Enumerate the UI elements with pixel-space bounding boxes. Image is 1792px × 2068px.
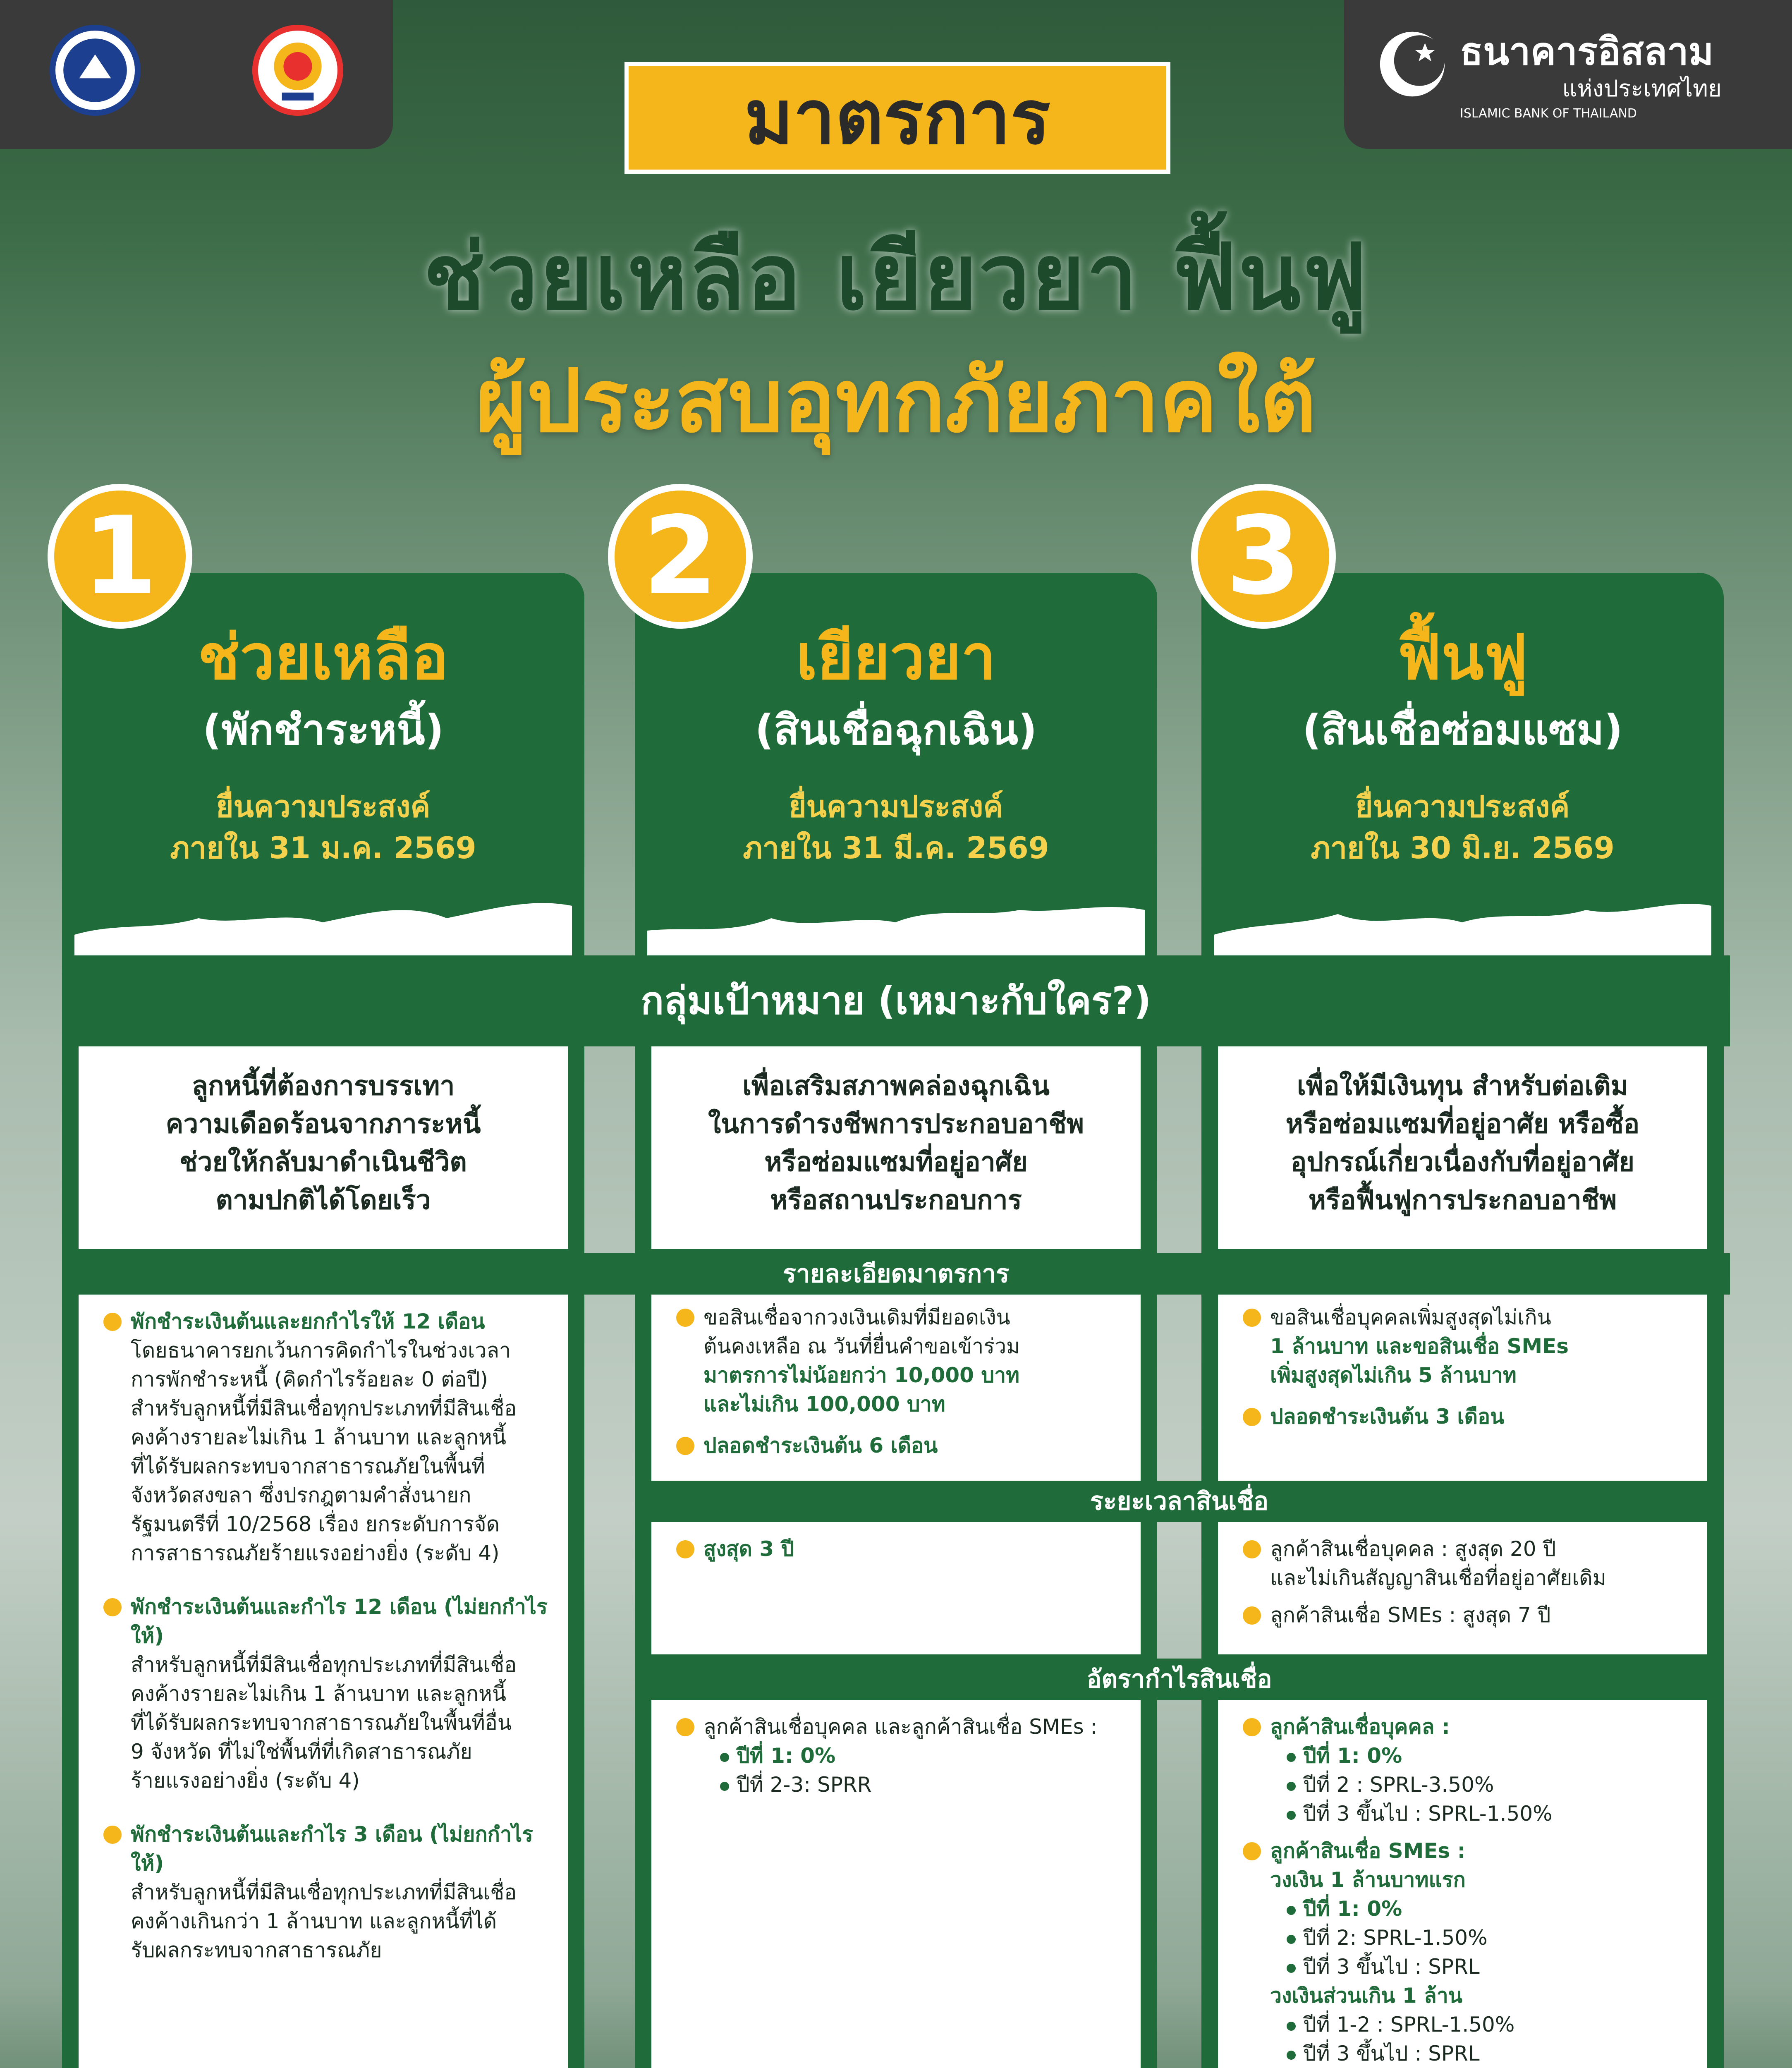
col2-target-box bbox=[651, 1046, 1141, 1249]
bullet-dot-icon bbox=[1243, 1408, 1261, 1426]
bullet-dot-icon bbox=[1287, 2022, 1296, 2031]
col1-deadline-label: ยื่นความประสงค์ bbox=[216, 789, 431, 824]
col3-subtitle: (สินเชื่อซ่อมแซม) bbox=[1302, 706, 1623, 754]
col2-detail-item: ขอสินเชื่อจากวงเงินเดิมที่มียอดเงิน ต้นคงเหลือ ณ วันที่ยื่นคำขอเข้าร่วม มาตรการไม่น้อยกว่า 10,000 บาท และไม่เกิน 100,000 บาท bbox=[676, 1303, 1124, 1419]
profit-rate-heading: อัตรากำไรสินเชื่อ bbox=[635, 1659, 1724, 1700]
col3-target-line: หรือฟื้นฟูการประกอบอาชีพ bbox=[1308, 1185, 1617, 1216]
bullet-dot-icon bbox=[720, 1753, 729, 1762]
col2-period-item: สูงสุด 3 ปี bbox=[676, 1534, 1124, 1563]
col2-rate-box bbox=[651, 1700, 1141, 2068]
ministry-of-finance-seal-icon bbox=[50, 25, 141, 116]
bank-sub-th: แห่งประเทศไทย bbox=[1562, 75, 1722, 102]
col1-detail-item: พักชำระเงินต้นและกำไร 12 เดือน (ไม่ยกกำไรให้) สำหรับลูกหนี้ที่มีสินเชื่อทุกประเภทที่มีสินเชื่อ คงค้างรายละไม่เกิน 1 ล้านบาท และลูกหนี้ ที่ได้รับผลกระทบจากสาธารณภัยในพื้นที่อื่น 9 จังหวัด ที่ไม่ใช่พื้นที่ที่เกิดสาธารณภัย ร้ายแรงอย่างยิ่ง (ระดับ 4) bbox=[103, 1592, 551, 1795]
target-group-heading: กลุ่มเป้าหมาย (เหมาะกับใคร?) bbox=[62, 955, 1730, 1046]
bullet-dot-icon bbox=[103, 1826, 122, 1844]
col3-details-box bbox=[1218, 1295, 1707, 1481]
col2-subtitle: (สินเชื่อฉุกเฉิน) bbox=[755, 706, 1037, 754]
col2-title: เยียวยา bbox=[796, 622, 996, 694]
bullet-dot-icon bbox=[1287, 1935, 1296, 1944]
col1-subtitle: (พักชำระหนี้) bbox=[202, 706, 444, 754]
col3-target-line: หรือซ่อมแซมที่อยู่อาศัย หรือซื้อ bbox=[1285, 1109, 1640, 1139]
col1-target-box bbox=[79, 1046, 568, 1249]
col3-rate-box bbox=[1218, 1700, 1707, 2068]
page-subtitle: ผู้ประสบอุทกภัยภาคใต้ bbox=[476, 350, 1316, 452]
step-number-2: 2 bbox=[608, 484, 753, 629]
col1-detail-item: พักชำระเงินต้นและยกกำไรให้ 12 เดือน โดยธนาคารยกเว้นการคิดกำไรในช่วงเวลา การพักชำระหนี้ (คิดกำไรร้อยละ 0 ต่อปี) สำหรับลูกหนี้ที่มีสินเชื่อทุกประเภทที่มีสินเชื่อ คงค้างรายละไม่เกิน 1 ล้านบาท และลูกหนี้ ที่ได้รับผลกระทบจากสาธารณภัยในพื้นที่ จังหวัดสงขลา ซึ่งปรกฎตามคำสั่งนายก รัฐมนตรีที่ 10/2568 เรื่อง ยกระดับการจัด การสาธารณภัยร้ายแรงอย่างยิ่ง (ระดับ 4) bbox=[103, 1307, 551, 1568]
bullet-dot-icon bbox=[1243, 1540, 1261, 1558]
col1-target-line: ตามปกติได้โดยเร็ว bbox=[215, 1185, 431, 1216]
page-title: ช่วยเหลือ เยียวยา ฟื้นฟู bbox=[423, 224, 1369, 330]
col3-rate-personal: ลูกค้าสินเชื่อบุคคล : ปีที่ 1: 0% ปีที่ 2 : SPRL-3.50% ปีที่ 3 ขึ้นไป : SPRL-1.50% bbox=[1243, 1712, 1691, 1828]
col3-target-line: อุปกรณ์เกี่ยวเนื่องกับที่อยู่อาศัย bbox=[1291, 1147, 1634, 1178]
bullet-dot-icon bbox=[676, 1540, 694, 1558]
col3-rate-sme: ลูกค้าสินเชื่อ SMEs : วงเงิน 1 ล้านบาทแรก ปีที่ 1: 0% ปีที่ 2: SPRL-1.50% ปีที่ 3 ขึ้นไป : SPRL วงเงินส่วนเกิน 1 ล้าน ปีที่ 1-2 : SPRL-1.50% ปีที่ 3 ขึ้นไป : SPRL bbox=[1243, 1836, 1691, 2068]
bank-logo-panel bbox=[1344, 0, 1792, 149]
bullet-dot-icon bbox=[1287, 1753, 1296, 1762]
col2-target-line: หรือสถานประกอบการ bbox=[770, 1185, 1022, 1216]
col1-detail-item: พักชำระเงินต้นและกำไร 3 เดือน (ไม่ยกกำไรให้) สำหรับลูกหนี้ที่มีสินเชื่อทุกประเภทที่มีสินเชื่อ คงค้างเกินกว่า 1 ล้านบาท และลูกหนี้ที่ได้ รับผลกระทบจากสาธารณภัย bbox=[103, 1820, 551, 1965]
smes-gfa-logo-icon bbox=[252, 25, 343, 116]
col3-detail-item: ขอสินเชื่อบุคคลเพิ่มสูงสุดไม่เกิน 1 ล้านบาท และขอสินเชื่อ SMEs เพิ่มสูงสุดไม่เกิน 5 ล้านบาท bbox=[1243, 1303, 1691, 1390]
col1-wave-decoration bbox=[74, 885, 572, 960]
col2-target-line: หรือซ่อมแซมที่อยู่อาศัย bbox=[764, 1147, 1028, 1178]
col3-target-box bbox=[1218, 1046, 1707, 1249]
bullet-dot-icon bbox=[676, 1718, 694, 1736]
bullet-dot-icon bbox=[1287, 1811, 1296, 1820]
bullet-dot-icon bbox=[1287, 1964, 1296, 1973]
bullet-dot-icon bbox=[103, 1598, 122, 1616]
bullet-dot-icon bbox=[1243, 1606, 1261, 1625]
col3-deadline-date: ภายใน 30 มิ.ย. 2569 bbox=[1311, 831, 1615, 865]
bank-crescent-icon bbox=[1377, 29, 1447, 99]
col1-target-line: ลูกหนี้ที่ต้องการบรรเทา bbox=[191, 1071, 455, 1101]
col3-period-box bbox=[1218, 1522, 1707, 1654]
col2-period-box bbox=[651, 1522, 1141, 1654]
col1-deadline-date: ภายใน 31 ม.ค. 2569 bbox=[170, 831, 476, 865]
bullet-dot-icon bbox=[1287, 2051, 1296, 2060]
col1-target-line: ช่วยให้กลับมาดำเนินชีวิต bbox=[179, 1147, 467, 1178]
col1-target-line: ความเดือดร้อนจากภาระหนี้ bbox=[165, 1109, 481, 1139]
col1-details-box bbox=[79, 1295, 568, 2068]
col3-wave-decoration bbox=[1214, 885, 1711, 960]
col2-details-box bbox=[651, 1295, 1141, 1481]
bullet-dot-icon bbox=[103, 1313, 122, 1331]
col2-detail-item: ปลอดชำระเงินต้น 6 เดือน bbox=[676, 1431, 1124, 1460]
col2-target-line: เพื่อเสริมสภาพคล่องฉุกเฉิน bbox=[742, 1071, 1050, 1101]
col3-period-item: ลูกค้าสินเชื่อบุคคล : สูงสุด 20 ปี และไม่เกินสัญญาสินเชื่อที่อยู่อาศัยเดิม bbox=[1243, 1534, 1691, 1592]
col2-target-line: ในการดำรงชีพการประกอบอาชีพ bbox=[708, 1109, 1084, 1139]
step-number-1: 1 bbox=[48, 484, 192, 629]
loan-period-heading: ระยะเวลาสินเชื่อ bbox=[635, 1481, 1724, 1522]
col3-title: ฟื้นฟู bbox=[1397, 622, 1528, 694]
bank-name-en: ISLAMIC BANK OF THAILAND bbox=[1460, 106, 1637, 121]
col2-deadline-date: ภายใน 31 มี.ค. 2569 bbox=[743, 831, 1049, 865]
measures-banner: มาตรการ bbox=[624, 62, 1170, 174]
bullet-dot-icon bbox=[1287, 1906, 1296, 1915]
col1-title: ช่วยเหลือ bbox=[198, 622, 449, 694]
details-heading: รายละเอียดมาตรการ bbox=[62, 1253, 1730, 1295]
col3-target-line: เพื่อให้มีเงินทุน สำหรับต่อเติม bbox=[1297, 1071, 1629, 1101]
col2-deadline-label: ยื่นความประสงค์ bbox=[789, 789, 1003, 824]
left-logo-panel bbox=[0, 0, 393, 149]
bank-name-th: ธนาคารอิสลาม bbox=[1460, 29, 1714, 74]
bullet-dot-icon bbox=[676, 1309, 694, 1327]
col3-deadline-label: ยื่นความประสงค์ bbox=[1355, 789, 1570, 824]
bullet-dot-icon bbox=[1243, 1309, 1261, 1327]
col2-rate-item: ลูกค้าสินเชื่อบุคคล และลูกค้าสินเชื่อ SMEs : ปีที่ 1: 0% ปีที่ 2-3: SPRR bbox=[676, 1712, 1124, 1799]
bullet-dot-icon bbox=[1243, 1842, 1261, 1860]
col3-detail-item: ปลอดชำระเงินต้น 3 เดือน bbox=[1243, 1402, 1691, 1431]
bullet-dot-icon bbox=[676, 1437, 694, 1455]
col2-wave-decoration bbox=[647, 885, 1145, 960]
bullet-dot-icon bbox=[720, 1782, 729, 1791]
bullet-dot-icon bbox=[1287, 1782, 1296, 1791]
col3-period-item: ลูกค้าสินเชื่อ SMEs : สูงสุด 7 ปี bbox=[1243, 1601, 1691, 1630]
step-number-3: 3 bbox=[1191, 484, 1336, 629]
bullet-dot-icon bbox=[1243, 1718, 1261, 1736]
